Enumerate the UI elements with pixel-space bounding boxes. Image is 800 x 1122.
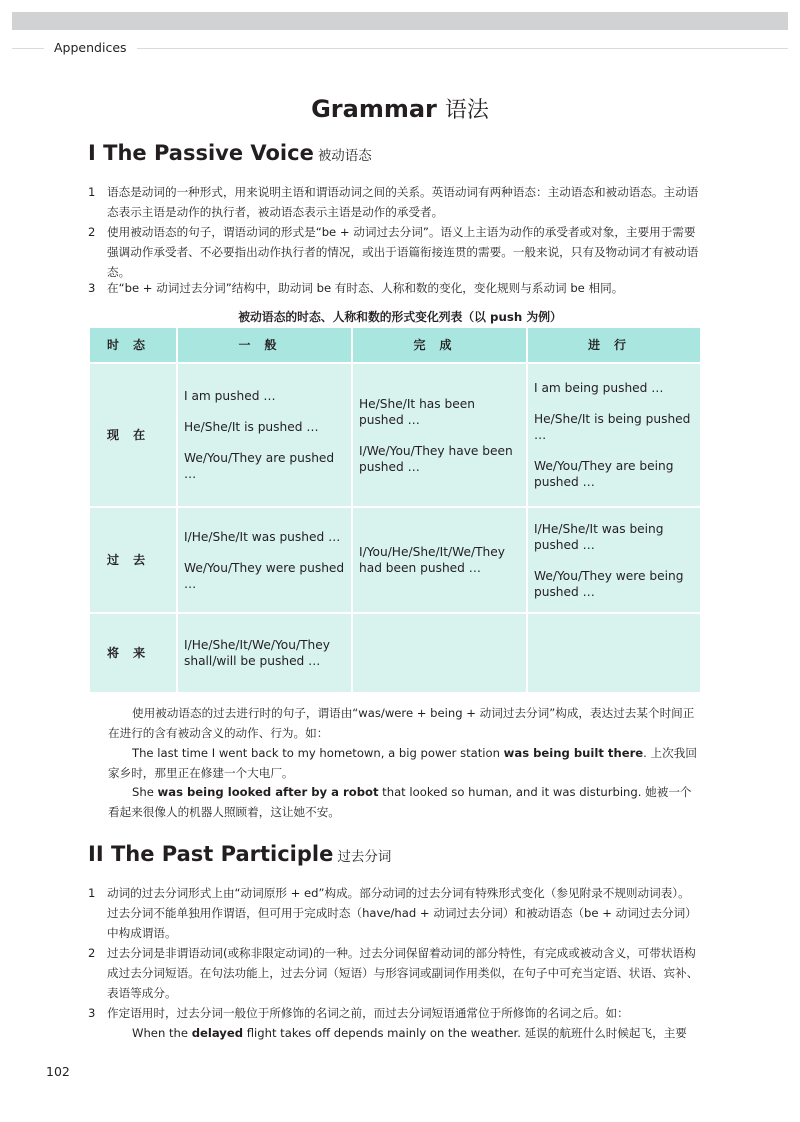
cell-line: We/You/They are pushed …: [184, 451, 335, 481]
section-2-title-zh: 过去分词: [337, 849, 392, 865]
page-title: [0, 93, 800, 124]
column-header: 进行: [527, 327, 701, 363]
section-1-title: [88, 141, 372, 165]
example-text: that looked so human, and it was disturbing. 她被一个看起来很像人的机器人照顾着，这让她不安。: [108, 785, 692, 819]
cell-line: I am pushed …: [184, 389, 276, 403]
table-row: [89, 363, 701, 507]
item-text: 在“be + 动词过去分词”结构中，助动词 be 有时态、人称和数的变化，变化规则与系动词 be 相同。: [107, 281, 624, 295]
cell-line: We/You/They were pushed …: [184, 560, 345, 591]
table-cell: [527, 363, 701, 507]
section-2-item: [88, 943, 700, 1003]
section-1-item: [88, 278, 700, 298]
example-text: She: [132, 785, 158, 799]
row-label: 过去: [89, 507, 177, 613]
table-row: [89, 507, 701, 613]
item-number: 2: [88, 225, 96, 239]
item-text: 使用被动语态的句子，谓语动词的形式是“be + 动词过去分词”。语义上主语为动作的承受者或对象，主要用于需要强调动作承受者、不必要指出动作执行者的情况，或出于语篇衔接连贯的需要。一般来说，只有及物动词才有被动语态。: [107, 225, 699, 279]
page-number: 102: [46, 1064, 70, 1079]
cell-line: I am being pushed …: [534, 381, 664, 395]
section-2-item: [88, 883, 700, 943]
item-number: 2: [88, 946, 96, 960]
cell-line: We/You/They were being pushed …: [534, 568, 684, 599]
table-cell: [177, 507, 352, 613]
column-header: 一般: [177, 327, 352, 363]
cell-line: He/She/It has been pushed …: [359, 396, 475, 427]
example-text: When the: [132, 1026, 192, 1040]
running-head: Appendices: [44, 40, 137, 55]
table-caption: 被动语态的时态、人称和数的形式变化列表（以 push 为例）: [238, 310, 562, 324]
cell-line: I/He/She/It was pushed …: [184, 529, 341, 544]
item-text: 动词的过去分词形式上由“动词原形 + ed”构成。部分动词的过去分词有特殊形式变化（参见附录不规则动词表）。过去分词不能单独用作谓语，但可用于完成时态（have/had + 动词过去分词）和被动语态（be + 动词过去分词）中构成谓语。: [107, 886, 697, 940]
section-2-title: [88, 842, 391, 866]
cell-line: He/She/It is pushed …: [184, 420, 319, 434]
example-text: flight takes off depends mainly on the weather. 延误的航班什么时候起飞，主要: [243, 1026, 687, 1040]
section-2-title-en: II The Past Participle: [88, 842, 334, 866]
column-header: 时态: [89, 327, 177, 363]
section-1-item: [88, 182, 700, 222]
example-text: . 上次我回家乡时，那里正在修建一个大电厂。: [108, 746, 697, 780]
item-number: 1: [88, 886, 96, 900]
table-cell: [527, 507, 701, 613]
row-label: 将来: [89, 613, 177, 693]
passive-note: 使用被动语态的过去进行时的句子，谓语由“was/were + being + 动词过去分词”构成，表达过去某个时间正在进行的含有被动含义的动作、行为。如：: [108, 706, 695, 740]
table-cell-empty: [527, 613, 701, 693]
example-text: The last time I went back to my hometown, a big power station: [132, 746, 504, 760]
cell-line: I/He/She/It/We/You/They shall/will be pushed …: [184, 638, 330, 668]
example-highlight: delayed: [191, 1026, 244, 1040]
section-1-item: [88, 222, 700, 282]
table-header-row: [89, 327, 701, 363]
example-sentence: [108, 782, 700, 822]
passive-voice-table: [88, 326, 702, 694]
page-title-en: Grammar: [311, 95, 437, 123]
table-row: [89, 613, 701, 693]
example-highlight: was being looked after by a robot: [157, 785, 379, 799]
item-text: 语态是动词的一种形式，用来说明主语和谓语动词之间的关系。英语动词有两种语态：主动语态和被动语态。主动语态表示主语是动作的执行者，被动语态表示主语是动作的承受者。: [107, 185, 699, 219]
cell-line: I/We/You/They have been pushed …: [359, 443, 513, 474]
column-header: 完成: [352, 327, 527, 363]
section-2-item: [88, 1003, 700, 1023]
table-cell: [352, 363, 527, 507]
section-1-title-zh: 被动语态: [317, 148, 372, 164]
item-text: 过去分词是非谓语动词(或称非限定动词)的一种。过去分词保留着动词的部分特性，有完成或被动含义，可带状语构成过去分词短语。在句法功能上，过去分词（短语）与形容词或副词作用类似，在句子中可充当定语、状语、宾补、表语等成分。: [107, 946, 699, 1000]
example-highlight: was being built there: [503, 746, 644, 760]
section-1-title-en: I The Passive Voice: [88, 141, 314, 165]
row-label: 现在: [89, 363, 177, 507]
header-bar: [12, 12, 788, 30]
example-sentence: [108, 743, 700, 783]
table-cell: [352, 507, 527, 613]
item-number: 3: [88, 1006, 96, 1020]
cell-line: He/She/It is being pushed …: [534, 412, 691, 442]
item-number: 1: [88, 185, 96, 199]
cell-line: I/You/He/She/It/We/They had been pushed …: [359, 545, 505, 575]
cell-line: We/You/They are being pushed …: [534, 459, 674, 489]
item-text: 作定语用时，过去分词一般位于所修饰的名词之前，而过去分词短语通常位于所修饰的名词之后。如：: [107, 1006, 629, 1020]
table-cell: [177, 613, 352, 693]
table-cell: [177, 363, 352, 507]
item-number: 3: [88, 281, 96, 295]
table-cell-empty: [352, 613, 527, 693]
example-sentence: [108, 1023, 700, 1043]
cell-line: I/He/She/It was being pushed …: [534, 521, 664, 552]
page-title-zh: 语法: [444, 98, 489, 123]
